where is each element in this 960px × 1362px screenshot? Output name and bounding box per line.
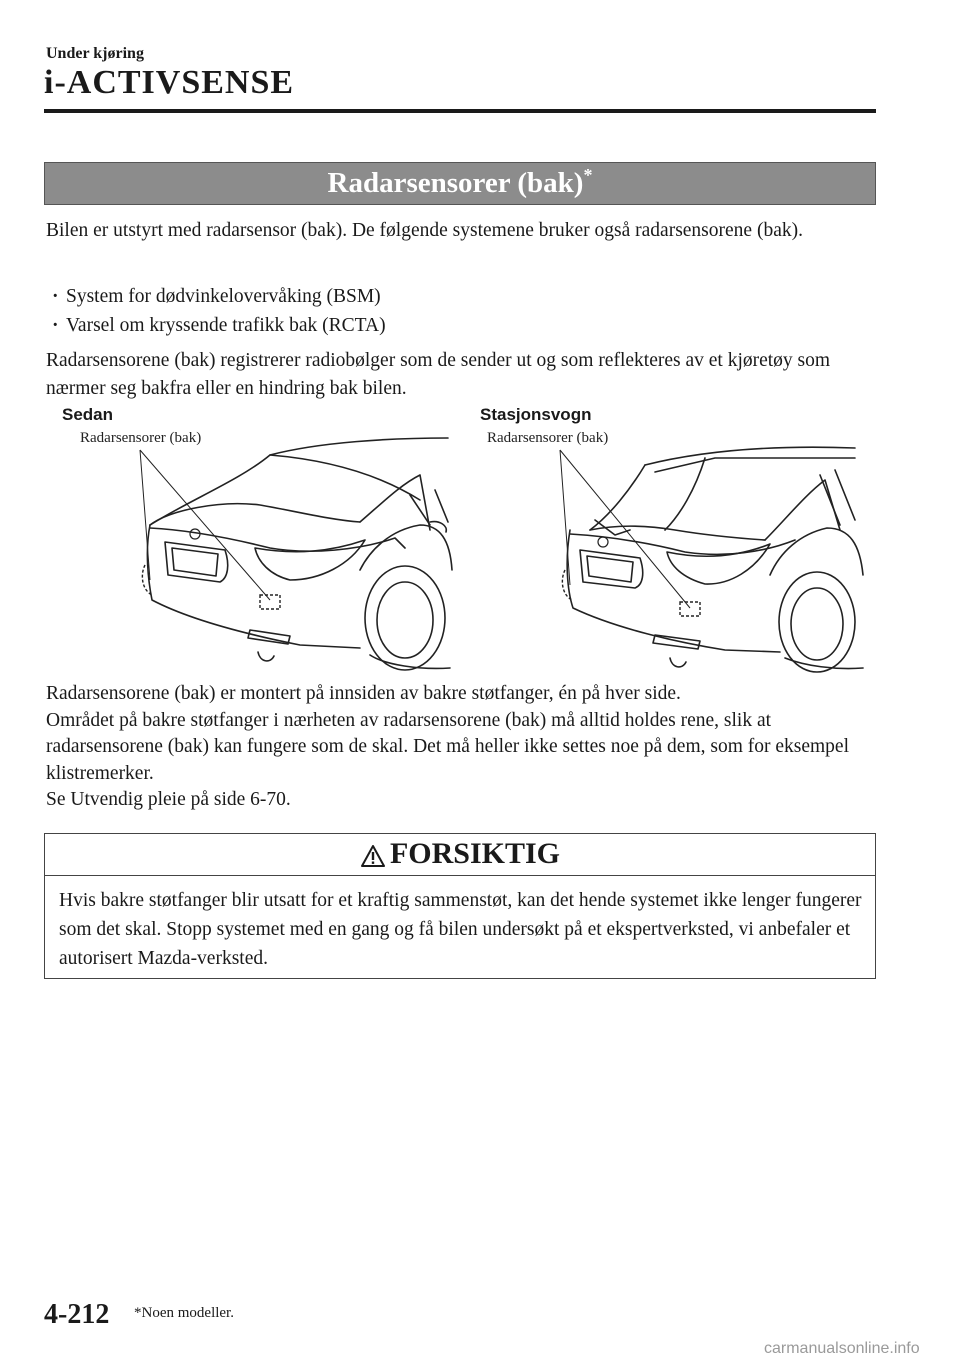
reference-line: Se Utvendig pleie på side 6-70. <box>46 789 291 810</box>
header-rule <box>44 109 876 113</box>
chapter-title: Under kjøring <box>46 45 144 62</box>
sedan-rear-illustration <box>130 430 460 675</box>
mounting-paragraph <box>46 681 876 814</box>
caution-text: Hvis bakre støtfanger blir utsatt for et kraftig sammenstøt, kan det hende systemet ikke lenger fungerer som det skal. Stopp systemet med en gang og få bilen undersøkt på et ekspertverksted, vi anbefaler et autorisert Mazda-verksted. <box>59 890 862 969</box>
mounting-line: Radarsensorene (bak) er montert på innsiden av bakre støtfanger, én på hver side. <box>46 683 681 704</box>
warning-triangle-icon <box>360 844 386 868</box>
figure-callout-wagon: Radarsensorer (bak) <box>487 430 609 446</box>
caution-box <box>44 833 876 979</box>
wagon-rear-illustration <box>555 430 865 675</box>
intro-paragraph: Bilen er utstyrt med radarsensor (bak). De følgende systemene bruker også radarsensorene (bak). <box>46 220 803 241</box>
figure-callout-sedan: Radarsensorer (bak) <box>80 430 202 446</box>
section-title: i-ACTIVSENSE <box>44 64 295 101</box>
page-number: 4-212 <box>44 1299 110 1330</box>
list-item: · Varsel om kryssende trafikk bak (RCTA) <box>46 311 876 340</box>
list-item: · System for dødvinkelovervåking (BSM) <box>46 282 876 311</box>
system-list <box>46 282 876 340</box>
footnote: *Noen modeller. <box>134 1305 234 1321</box>
figure-label-sedan: Sedan <box>62 405 114 424</box>
section-banner <box>44 162 876 205</box>
cleaning-line: Området på bakre støtfanger i nærheten av radarsensorene (bak) må alltid holdes rene, slik at radarsensorene (bak) kan fungere som de skal. Det må heller ikke settes noe på dem, som for eksempel klistremerker. <box>46 709 850 784</box>
detection-paragraph: Radarsensorene (bak) registrerer radiobølger som de sender ut og som reflekteres av et kjøretøy som nærmer seg bakfra eller en hindring bak bilen. <box>46 350 831 399</box>
caution-title: FORSIKTIG <box>389 837 561 870</box>
banner-asterisk: * <box>583 165 593 185</box>
banner-title: Radarsensorer (bak) <box>327 167 584 199</box>
watermark: carmanualsonline.info <box>764 1340 920 1357</box>
figure-label-wagon: Stasjonsvogn <box>480 405 592 424</box>
caution-header <box>45 834 875 876</box>
